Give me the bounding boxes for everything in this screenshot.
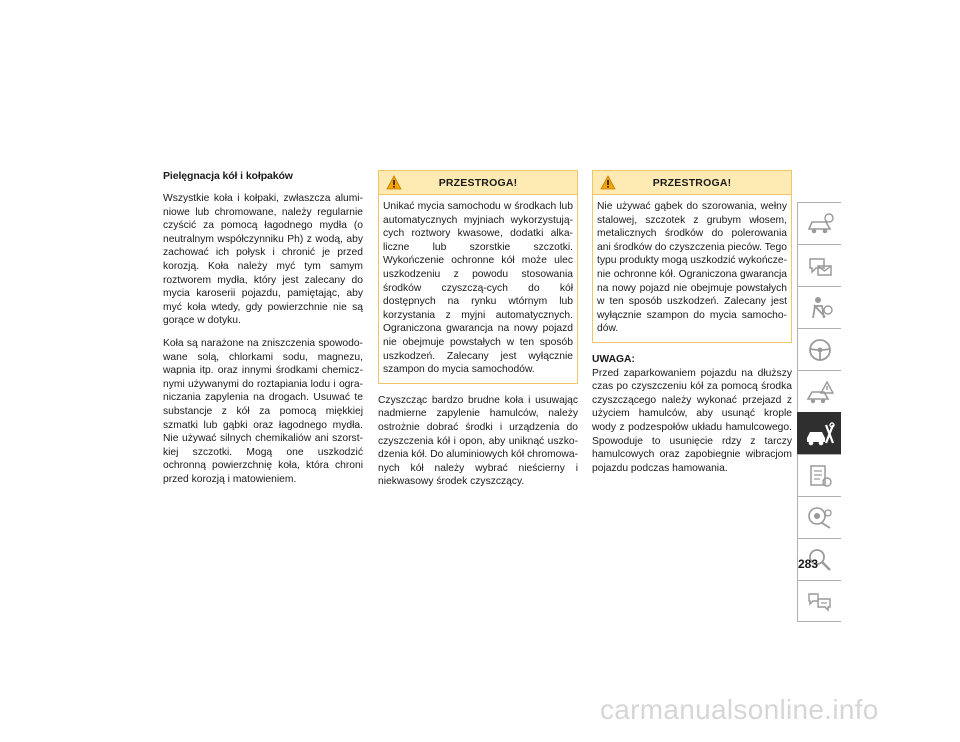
- caution-title: PRZESTROGA!: [438, 177, 518, 189]
- section-heading: Pielęgnacja kół i kołpaków: [163, 170, 293, 182]
- page-number: 283: [798, 557, 819, 571]
- caution-text: Unikać mycia samochodu w środkach lub automatycznych myjniach wykorzystują-cych roztwory kwasowe, dodatki alka-liczne lub szorstkie szczotki. Wykończenie ochronne kół może ulec uszkodzeniu z powodu stosowania środków czyszczą-cych do kół dostępnych na rynku wtórnym lub korzystania z myjni automatycznych. Ograniczona gwarancja na nowy pojazd nie obejmuje powstałych w ten sposób uszkodzeń. Zalecany jest wyłącznie szampon do mycia samochodów.: [383, 201, 573, 376]
- tab-car-service[interactable]: [797, 412, 841, 454]
- tab-seatbelt[interactable]: [797, 286, 841, 328]
- language-icon: [804, 586, 836, 616]
- left-column: [163, 170, 363, 495]
- note-text: Przed zaparkowaniem pojazdu na dłuższy czas po czyszczeniu kół za pomocą środka czyszczącego należy wykonać przejazd z użyciem hamulców, aby usunąć krople wody z podzespołów układu hamulcowego. Spowoduje to usunięcie rdzy z tarczy hamulcowych oraz zapobiegnie wibracjom pojazdu podczas hamowania.: [592, 367, 792, 474]
- specifications-icon: [804, 461, 836, 491]
- right-column: [592, 170, 792, 484]
- emergency-icon: [804, 377, 836, 407]
- caution-header: [379, 171, 577, 195]
- tab-language[interactable]: [797, 580, 841, 622]
- caution-box-2: [592, 170, 792, 343]
- seatbelt-icon: [804, 293, 836, 323]
- middle-column: [378, 170, 578, 498]
- tab-car-info[interactable]: [797, 202, 841, 244]
- multimedia-icon: [804, 503, 836, 533]
- paragraph-wheel-cleaning: Wszystkie koła i kołpaki, zwłaszcza alumi-niowe lub chromowane, należy regularnie czyścić za pomocą łagodnego mydła (o neutralnym współczynniku Ph) z wodą, aby zachować ich połysk i chronić je przed korozją. Koła należy myć tym samym roztworem mydła, który jest zalecany do mycia karoserii pojazdu, pamiętając, aby myć koła wtedy, gdy powierzchnie nie są gorące w dotyku.: [163, 193, 363, 327]
- car-info-icon: [804, 209, 836, 239]
- caution-title: PRZESTROGA!: [652, 177, 732, 189]
- paragraph-wheel-damage: Koła są narażone na zniszczenia spowodo-wane solą, chlorkami sodu, magnezu, wapnia itp. oraz innymi środkami chemicz-nymi używanymi do roztapiania lodu i ogra-niczania zapylenia na drogach. Usuwać te substancje z kół za pomocą miękkiej szmatki lub gąbki oraz łagodnego mydła. Nie używać silnych chemikaliów ani szorst-kiej szczotki. Mogą one uszkodzić ochronną powierzchnię koła, która chroni przed korozją i matowieniem.: [163, 337, 363, 485]
- watermark: carmanualsonline.info: [600, 694, 879, 725]
- caution-header: [593, 171, 791, 195]
- tab-steering[interactable]: [797, 328, 841, 370]
- messages-icon: [804, 251, 836, 281]
- tab-messages[interactable]: [797, 244, 841, 286]
- paragraph-dirty-wheels: Czyszcząc bardzo brudne koła i usuwając nadmierne zapylenie hamulców, należy ostrożnie dobrać środki i urządzenia do czyszczenia kół i opon, aby uniknąć uszko-dzenia kół. Do aluminiowych kół chromowa-nych kół należy wybrać nieścierny i niekwasowy środek czyszczący.: [378, 394, 578, 488]
- steering-wheel-icon: [804, 335, 836, 365]
- caution-text: Nie używać gąbek do szorowania, wełny stalowej, szczotek z grubym włosem, metalicznych środków do polerowania ani środków do czyszczenia pieców. Tego typu produkty mogą uszkodzić wykończe-nie ochronne kół. Ograniczona gwarancja na nowy pojazd nie obejmuje powstałych w ten sposób uszkodzeń. Zalecany jest wyłącznie szampon do mycia samocho-dów.: [597, 201, 788, 335]
- tab-emergency[interactable]: [797, 370, 841, 412]
- caution-box-1: [378, 170, 578, 384]
- note-label: UWAGA:: [592, 353, 635, 365]
- tab-multimedia[interactable]: [797, 496, 841, 538]
- car-service-icon: [804, 419, 836, 449]
- tab-specifications[interactable]: [797, 454, 841, 496]
